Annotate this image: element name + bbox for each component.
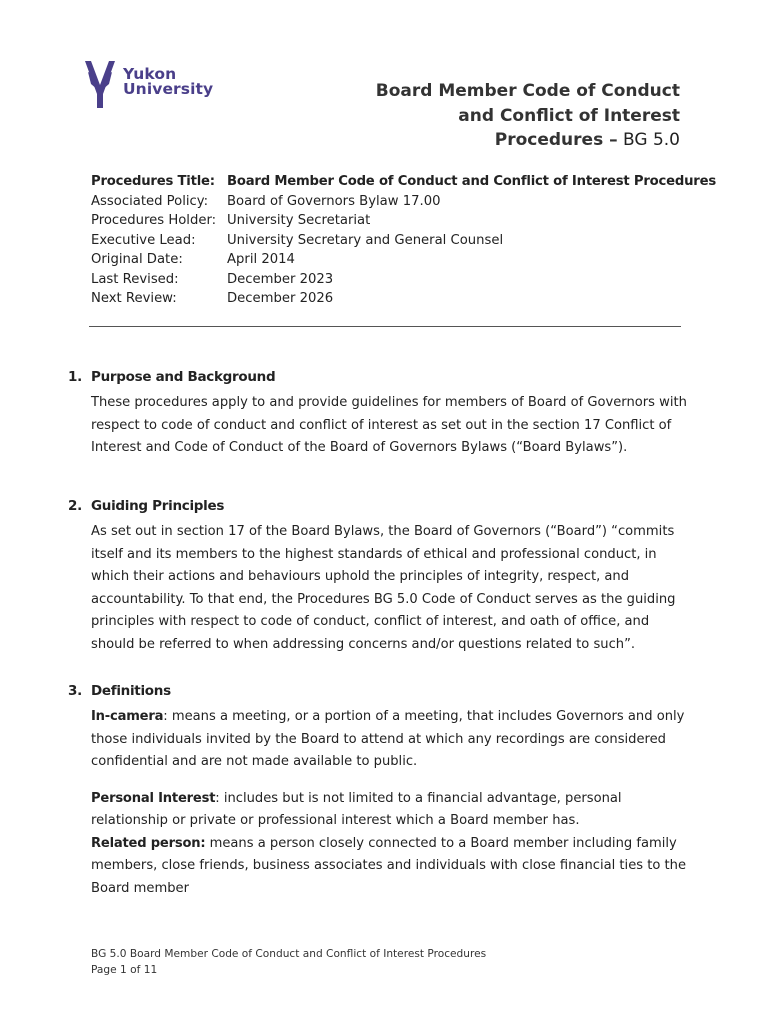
meta-value: University Secretary and General Counsel bbox=[227, 232, 504, 248]
title-line-1: Board Member Code of Conduct bbox=[375, 81, 680, 101]
definition-term: Personal Interest bbox=[91, 790, 216, 806]
section-heading bbox=[68, 682, 688, 700]
horizontal-divider bbox=[89, 326, 681, 327]
meta-row bbox=[91, 231, 716, 251]
section-body bbox=[91, 392, 688, 460]
section-title: Purpose and Background bbox=[91, 369, 276, 385]
university-logo bbox=[83, 58, 213, 108]
section-guiding-principles bbox=[68, 497, 688, 656]
meta-value: Board of Governors Bylaw 17.00 bbox=[227, 193, 441, 209]
meta-value: December 2023 bbox=[227, 271, 334, 287]
title-line-3 bbox=[376, 128, 680, 153]
meta-row bbox=[91, 289, 716, 309]
section-body bbox=[91, 521, 688, 656]
section-number: 2. bbox=[68, 498, 82, 514]
definition-text: means a person closely connected to a Board member including family members, close friends, business associates and individuals with close financial ties to the Board member bbox=[91, 835, 687, 896]
metadata-table bbox=[91, 172, 716, 309]
meta-label: Associated Policy: bbox=[91, 193, 209, 209]
meta-label: Procedures Holder: bbox=[91, 213, 217, 228]
meta-value: Board Member Code of Conduct and Conflict of Interest Procedures bbox=[227, 174, 716, 189]
meta-label: Next Review: bbox=[91, 291, 177, 306]
meta-row bbox=[91, 250, 716, 270]
paragraph: As set out in section 17 of the Board Bylaws, the Board of Governors (“Board”) “commits itself and its members to the highest standards of ethical and professional conduct, in which their actions and behaviours uphold the principles of integrity, respect, and accountability. To that end, the Procedures BG 5.0 Code of Conduct serves as the guiding principles with respect to code of conduct, conflict of interest, and oath of office, and should be referred to when addressing concerns and/or questions related to such”. bbox=[91, 524, 676, 652]
definition-term: Related person: bbox=[91, 835, 206, 851]
meta-label: Executive Lead: bbox=[91, 232, 196, 248]
section-number: 1. bbox=[68, 369, 82, 385]
logo-line-2: University bbox=[123, 80, 214, 98]
meta-label: Original Date: bbox=[91, 252, 183, 267]
definition-related-person bbox=[91, 833, 688, 901]
footer-page-number: Page 1 of 11 bbox=[91, 964, 158, 976]
footer-document-title: BG 5.0 Board Member Code of Conduct and Conflict of Interest Procedures bbox=[91, 948, 487, 960]
section-title: Definitions bbox=[91, 683, 171, 699]
logo-wordmark bbox=[123, 67, 213, 97]
section-title: Guiding Principles bbox=[91, 498, 225, 514]
definition-text: : includes but is not limited to a financial advantage, personal relationship or private or professional interest which a Board member has. bbox=[91, 790, 622, 828]
definition-in-camera bbox=[91, 706, 688, 774]
meta-label: Procedures Title: bbox=[91, 174, 215, 189]
yukon-university-logo-icon bbox=[83, 58, 117, 108]
section-definitions bbox=[68, 682, 688, 900]
meta-value: University Secretariat bbox=[227, 213, 371, 228]
meta-row bbox=[91, 270, 716, 290]
document-title bbox=[376, 79, 680, 153]
page-footer bbox=[91, 946, 486, 978]
meta-value: December 2026 bbox=[227, 291, 334, 306]
meta-label: Last Revised: bbox=[91, 271, 179, 287]
paragraph: These procedures apply to and provide guidelines for members of Board of Governors with respect to code of conduct and conflict of interest as set out in the section 17 Conflict of Interest and Code of Conduct of the Board of Governors Bylaws (“Board Bylaws”). bbox=[91, 395, 687, 455]
section-body bbox=[91, 706, 688, 900]
definition-personal-interest bbox=[91, 788, 688, 833]
section-heading bbox=[68, 368, 688, 386]
definition-text: : means a meeting, or a portion of a meeting, that includes Governors and only those individuals invited by the Board to attend at which any recordings are considered confidential and are not made available to public. bbox=[91, 709, 685, 769]
definition-term: In-camera bbox=[91, 709, 164, 724]
meta-row bbox=[91, 192, 716, 212]
logo-line-1: Yukon bbox=[123, 65, 177, 83]
title-line-3-bold: Procedures – bbox=[494, 130, 618, 150]
meta-row bbox=[91, 172, 716, 192]
title-line-3-rest: BG 5.0 bbox=[617, 130, 680, 150]
title-line-2: and Conflict of Interest bbox=[458, 105, 680, 126]
meta-row bbox=[91, 211, 716, 231]
section-purpose bbox=[68, 368, 688, 460]
section-number: 3. bbox=[68, 683, 82, 699]
section-heading bbox=[68, 497, 688, 515]
meta-value: April 2014 bbox=[227, 252, 295, 267]
